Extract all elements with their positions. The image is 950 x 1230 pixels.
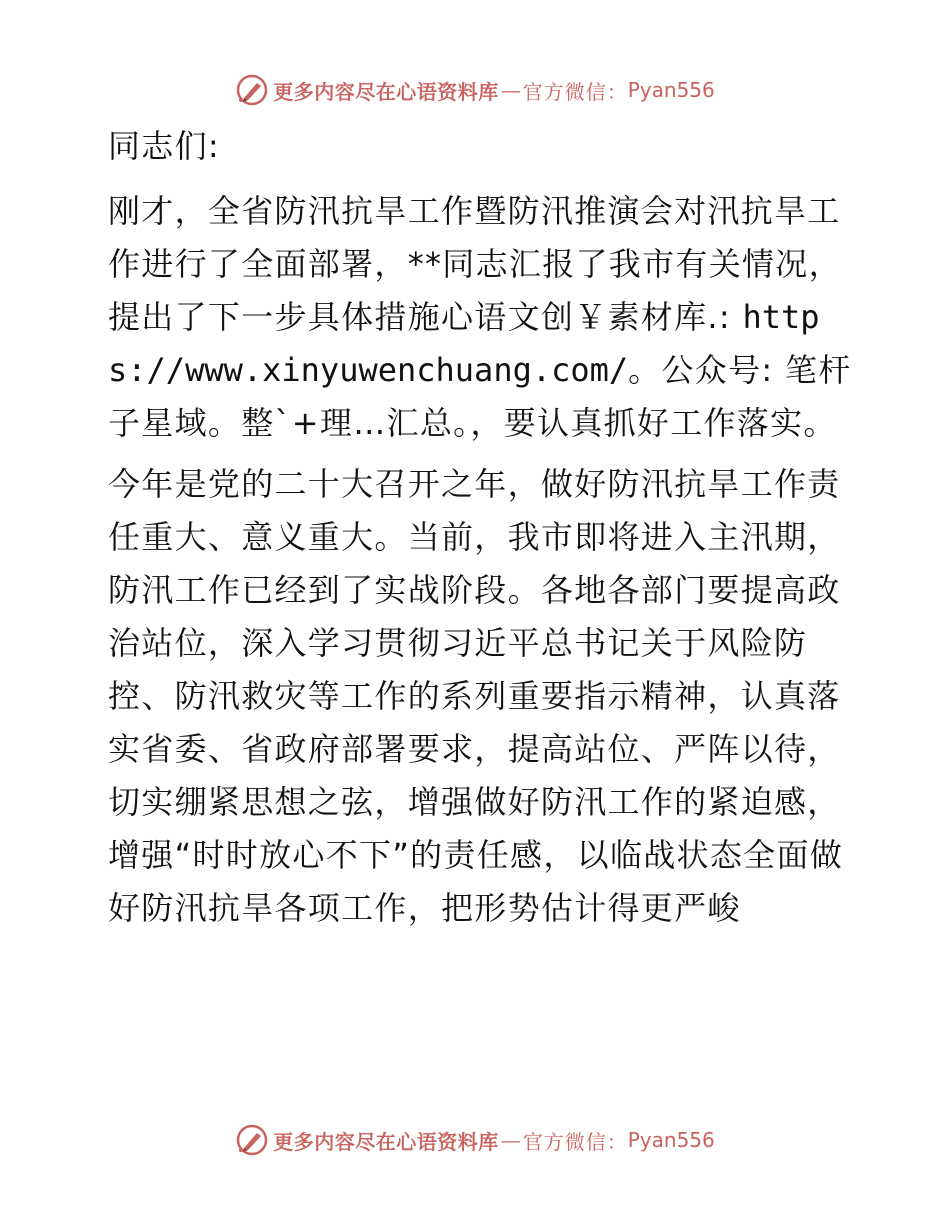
banner-wechat-label: 官方微信： (522, 1129, 628, 1154)
document-body (98, 120, 858, 943)
banner-separator: — (500, 1128, 521, 1152)
banner-wechat-id: Pyan556 (627, 1128, 715, 1152)
banner-main-text: 更多内容尽在心语资料库 (273, 1129, 499, 1154)
paragraph-2: 今年是党的二十大召开之年，做好防汛抗旱工作责任重大、意义重大。当前，我市即将进入主汛期，防汛工作已经到了实战阶段。各地各部门要提高政治站位，深入学习贯彻习近平总书记关于风险防控、防汛救灾等工作的系列重要指示精神，认真落实省委、省政府部署要求，提高站位、严阵以待，切实绷紧思想之弦，增强做好防汛工作的紧迫感，增强“时时放心不下”的责任感，以临战状态全面做好防汛抗旱各项工作，把形势估计得更严峻 (108, 465, 844, 927)
banner-wechat-id: Pyan556 (627, 78, 715, 102)
pen-logo-icon (235, 1123, 269, 1157)
footer-banner (0, 1120, 950, 1160)
banner-main-text: 更多内容尽在心语资料库 (273, 79, 499, 104)
paragraph-1-part-a: 刚才，全省防汛抗旱工作暨防汛推演会对汛抗旱工作进行了全面部署，**同志汇报了我市有关情况，提出了下一步具体措施心语文创￥素材库.: (108, 192, 842, 336)
banner-separator: — (500, 78, 521, 102)
header-banner (0, 70, 950, 110)
paragraph-1 (98, 185, 858, 450)
banner-wechat-label: 官方微信： (522, 79, 628, 104)
website-url: https://www.xinyuwenchuang.com/ (108, 298, 820, 389)
greeting: 同志们: (108, 127, 220, 165)
pen-logo-icon (235, 73, 269, 107)
paragraph-1-part-b: 。公众号: 笔杆子星域。整`+理…汇总。，要认真抓好工作落实。 (108, 351, 852, 442)
